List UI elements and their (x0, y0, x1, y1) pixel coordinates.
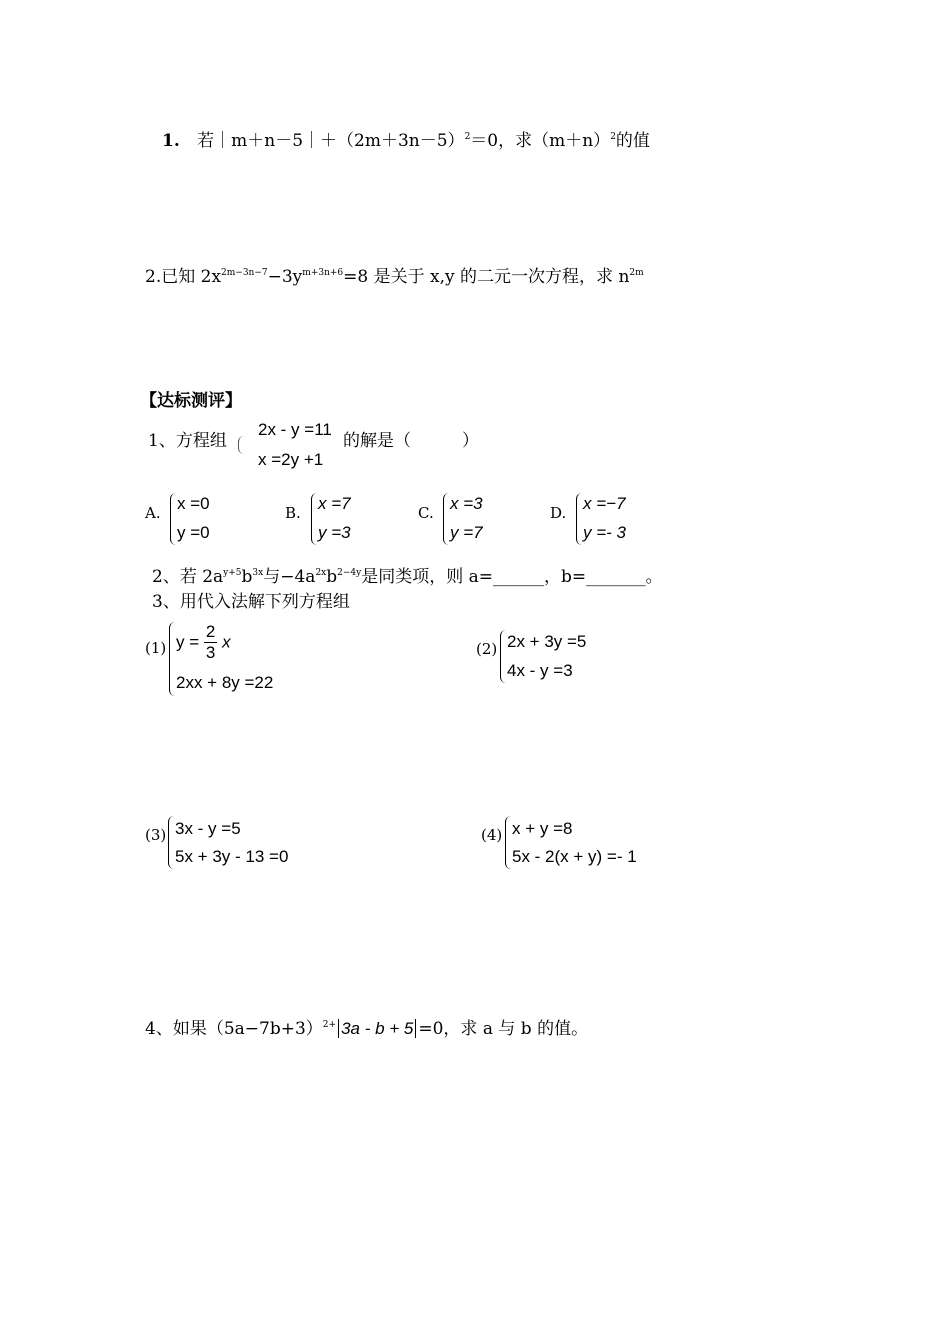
option-a-line-1: x =0 (177, 494, 210, 513)
q4-plus: + (328, 1020, 337, 1030)
problem-1-text: 若｜m＋n－5｜＋（2m＋3n－5） (197, 131, 465, 151)
option-b-line-1: x =7 (318, 494, 351, 513)
option-a-line-2: y =0 (177, 523, 210, 542)
problem-1-text-c: 的值 (615, 131, 650, 151)
problem-2 (145, 262, 644, 287)
option-c-label: C. (418, 504, 434, 522)
system-1-fraction-numerator: 2 (205, 622, 216, 641)
system-4-line-2: 5x - 2(x + y) =- 1 (512, 847, 637, 866)
q2-text-e: 是同类项，则 a=______，b=_______。 (361, 567, 663, 587)
section-title: 【达标测评】 (140, 391, 242, 411)
problem-2-text-c: =8 是关于 x,y 的二元一次方程，求 n (343, 267, 630, 287)
q1-eq-2: x =2y +1 (258, 450, 324, 469)
system-1-label: (1) (145, 639, 167, 657)
problem-2-exp-1: 2m−3n−7 (221, 268, 268, 278)
system-1-x: x (222, 632, 231, 652)
q2-text-b: b (241, 567, 253, 587)
option-a-label: A. (145, 504, 161, 522)
q2-text-c: 与−4a (263, 567, 316, 587)
option-c-line-2: y =7 (450, 523, 483, 542)
q1-suffix: 的解是（ ） (343, 431, 479, 451)
system-3-line-2: 5x + 3y - 13 =0 (175, 847, 289, 866)
q2-exp-3: 2x (315, 568, 327, 578)
option-d-line-2: y =- 3 (583, 523, 626, 542)
system-1-fraction (204, 622, 217, 663)
q2 (152, 562, 663, 587)
option-c-line-1: x =3 (450, 494, 483, 513)
problem-1-text-b: ＝0，求（m＋n） (470, 131, 611, 151)
q2-text-a: 2、若 2a (152, 567, 224, 587)
problem-2-exp-3: 2m (629, 268, 644, 278)
problem-2-text-b: −3y (267, 267, 303, 287)
option-b-label: B. (285, 504, 301, 522)
q2-exp-1: y+5 (223, 568, 242, 578)
q1-prefix: 1、方程组 (148, 431, 227, 451)
q4-absolute-value (338, 1019, 416, 1038)
q4-text-a: 4、如果（5a−7b+3） (145, 1019, 323, 1039)
q1-brace (238, 436, 246, 454)
system-4-line-1: x + y =8 (512, 819, 573, 838)
problem-2-exp-2: m+3n+6 (302, 268, 344, 278)
system-1-line-1 (176, 622, 231, 663)
problem-1-exponent: 2 (464, 132, 471, 142)
q2-exp-4: 2−4y (337, 568, 362, 578)
q2-exp-2: 3x (252, 568, 264, 578)
system-1-line-2: 2xx + 8y =22 (176, 673, 274, 692)
system-3-line-1: 3x - y =5 (175, 819, 241, 838)
option-b-line-2: y =3 (318, 523, 351, 542)
system-2-line-1: 2x + 3y =5 (507, 632, 587, 651)
system-1-lhs: y = (176, 632, 200, 652)
q4-text-c: =0，求 a 与 b 的值。 (418, 1019, 589, 1039)
q4-absolute-value-expr: 3a - b + 5 (341, 1019, 414, 1038)
system-2-label: (2) (476, 640, 498, 658)
q4 (145, 1014, 588, 1039)
problem-2-text-a: 2.已知 2x (145, 267, 222, 287)
system-1-fraction-denominator: 3 (205, 643, 216, 662)
system-3-label: (3) (145, 826, 167, 844)
problem-1 (162, 126, 650, 151)
system-4-label: (4) (481, 826, 503, 844)
problem-1-number: 1. (162, 131, 180, 151)
q3-text: 3、用代入法解下列方程组 (152, 592, 350, 612)
q2-text-d: b (326, 567, 338, 587)
system-2-line-2: 4x - y =3 (507, 661, 573, 680)
q4-exp: 2 (322, 1020, 329, 1030)
option-d-label: D. (550, 504, 567, 522)
problem-1-exponent-2: 2 (610, 132, 616, 142)
q1-eq-1: 2x - y =11 (258, 420, 332, 439)
option-d-line-1: x =−7 (583, 494, 626, 513)
